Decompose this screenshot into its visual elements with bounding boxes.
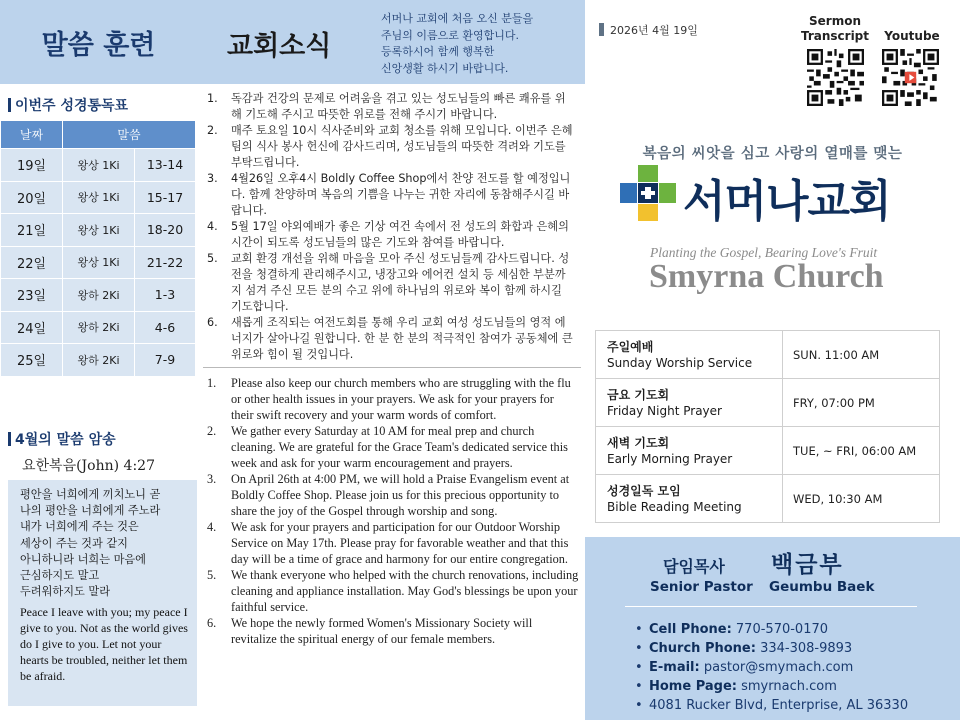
- item-text: We thank everyone who helped with the church renovations, including cleaning and appliance installation. May God's blessings be upon your faithful service.: [231, 568, 579, 614]
- church-tagline-english: Planting the Gospel, Bearing Love's Fruit: [650, 245, 878, 260]
- youtube-qr-code-icon[interactable]: [882, 49, 939, 106]
- list-item: [207, 91, 575, 123]
- contact-church-phone[interactable]: • Church Phone: 334-308-9893: [635, 641, 853, 656]
- table-row: [1, 311, 196, 344]
- row-chapters: 18-20: [135, 214, 196, 247]
- memory-verse-title: 4월의 말씀 암송: [15, 432, 116, 448]
- memory-verse-reference: 요한복음(John) 4:27: [22, 458, 155, 474]
- date-text: 2026년 4월 19일: [610, 24, 698, 37]
- table-row: [1, 181, 196, 214]
- list-item: [207, 219, 575, 251]
- item-number: 1.: [207, 376, 217, 390]
- row-day: 22일: [1, 246, 63, 279]
- memory-verse-english: Peace I leave with you; my peace I give to you. Not as the world gives do I give to you. Let not your hearts be troubled, neither let them be afraid.: [20, 605, 188, 684]
- sermon-qr-code-icon[interactable]: [807, 49, 864, 106]
- pastor-name-english: Geumbu Baek: [769, 579, 875, 595]
- row-chapters: 7-9: [135, 344, 196, 377]
- row-book: 왕하 2Ki: [63, 311, 135, 344]
- row-day: 21일: [1, 214, 63, 247]
- service-name-english: Friday Night Prayer: [607, 403, 722, 418]
- service-time: SUN. 11:00 AM: [783, 331, 940, 379]
- item-number: 2.: [207, 124, 218, 137]
- table-row: [596, 379, 940, 427]
- item-number: 2.: [207, 424, 217, 438]
- list-item: [207, 471, 579, 519]
- item-number: 5.: [207, 568, 217, 582]
- reading-plan-heading: [8, 95, 128, 115]
- news-divider: [203, 367, 581, 368]
- list-item: [207, 315, 575, 363]
- contact-email[interactable]: • E-mail: pastor@smymach.com: [635, 660, 854, 675]
- item-number: 3.: [207, 172, 218, 185]
- bible-training-title: 말씀 훈련: [41, 29, 156, 61]
- church-tagline-korean: 복음의 씨앗을 심고 사랑의 열매를 맺는: [642, 145, 903, 162]
- item-text: 독감과 건강의 문제로 어려움을 겪고 있는 성도님들의 빠른 쾌유를 위해 기도해 주시고 따뜻한 위로를 전해 주시기 바랍니다.: [231, 92, 566, 121]
- church-news-title: 교회소식: [227, 31, 332, 62]
- church-news-header: [197, 0, 585, 84]
- contact-value: pastor@smymach.com: [699, 660, 854, 675]
- item-text: 매주 토요일 10시 식사준비와 교회 청소를 위해 모입니다. 이번주 은혜팀의 식사 봉사 헌신에 감사드리며, 성도님들의 따뜻한 격려와 기도를 부탁드립니다.: [231, 124, 573, 169]
- news-list-english: [207, 375, 579, 647]
- service-name-english: Bible Reading Meeting: [607, 499, 742, 514]
- reading-plan-table: [0, 120, 196, 377]
- contact-label: E-mail:: [649, 660, 700, 675]
- church-info-column: [585, 0, 960, 720]
- contact-list: [635, 620, 908, 715]
- item-text: 새롭게 조직되는 여전도회를 통해 우리 교회 여성 성도님들의 영적 에너지가 살아나길 원합니다. 한 분 한 분의 적극적인 참여가 공동체에 큰 위로와 힘이 될 것입니다.: [231, 316, 573, 361]
- list-item: [207, 123, 575, 171]
- contact-cell-phone[interactable]: • Cell Phone: 770-570-0170: [635, 622, 829, 637]
- row-book: 왕상 1Ki: [63, 214, 135, 247]
- youtube-qr-label: Youtube: [884, 29, 940, 43]
- row-chapters: 21-22: [135, 246, 196, 279]
- item-number: 4.: [207, 520, 217, 534]
- row-book: 왕상 1Ki: [63, 149, 135, 182]
- bible-training-header: [0, 0, 197, 84]
- list-item: [207, 251, 575, 315]
- item-text: We hope the newly formed Women's Missionary Society will revitalize the spiritual energy of our female members.: [231, 616, 533, 646]
- service-time: WED, 10:30 AM: [783, 475, 940, 523]
- pastor-title-korean: 담임목사: [663, 557, 725, 576]
- contact-value: 4081 Rucker Blvd, Enterprise, AL 36330: [649, 698, 909, 713]
- row-book: 왕상 1Ki: [63, 181, 135, 214]
- contact-home-page[interactable]: • Home Page: smyrnach.com: [635, 679, 837, 694]
- contact-value: 770-570-0170: [731, 622, 829, 637]
- item-text: We ask for your prayers and participation for our Outdoor Worship Service on May 17th. Please pray for favorable weather and that this day will be a time of grace and harmony for our entire congregation.: [231, 520, 569, 566]
- service-name: [596, 475, 783, 523]
- service-name: [596, 379, 783, 427]
- item-number: 6.: [207, 316, 218, 329]
- service-time: FRY, 07:00 PM: [783, 379, 940, 427]
- sermon-qr-label: Sermon Transcript: [800, 14, 870, 43]
- reading-table-header: [1, 121, 196, 149]
- item-number: 5.: [207, 252, 218, 265]
- item-number: 4.: [207, 220, 218, 233]
- table-row: [1, 246, 196, 279]
- service-name-english: Early Morning Prayer: [607, 451, 733, 466]
- church-name-korean: 서머나교회: [683, 176, 891, 227]
- item-number: 3.: [207, 472, 217, 486]
- service-name-korean: 성경일독 모임: [607, 483, 681, 498]
- item-number: 1.: [207, 92, 218, 105]
- row-day: 20일: [1, 181, 63, 214]
- service-name-english: Sunday Worship Service: [607, 355, 753, 370]
- list-item: [207, 519, 579, 567]
- table-row: [596, 427, 940, 475]
- pastor-divider: [625, 606, 917, 607]
- heading-bar: [8, 98, 11, 112]
- reading-plan-title: 이번주 성경통독표: [15, 98, 129, 114]
- row-day: 25일: [1, 344, 63, 377]
- table-row: [1, 279, 196, 312]
- item-text: Please also keep our church members who are struggling with the flu or other health issues in your prayers. We ask for your prayers for their swift recovery and your warm words of comfort.: [231, 376, 571, 422]
- table-row: [596, 475, 940, 523]
- church-news-column: [197, 0, 585, 720]
- heading-bar: [8, 432, 11, 446]
- service-schedule-table: [595, 330, 940, 523]
- bible-training-column: [0, 0, 197, 720]
- header-date: 날짜: [1, 121, 63, 149]
- row-chapters: 13-14: [135, 149, 196, 182]
- church-logo-icon: [620, 165, 676, 221]
- item-text: We gather every Saturday at 10 AM for meal prep and church cleaning. We are grateful for the Grace Team's dedicated service this week and ask for your warm encouragement and prayers.: [231, 424, 568, 470]
- pastor-contact-box: [585, 537, 960, 720]
- contact-value: smyrnach.com: [736, 679, 837, 694]
- welcome-message: 서머나 교회에 처음 오신 분들을 주님의 이름으로 환영합니다. 등록하시어 함께 행복한 신앙생활 하시기 바랍니다.: [381, 12, 534, 75]
- row-day: 24일: [1, 311, 63, 344]
- list-item: [207, 423, 579, 471]
- contact-address: • 4081 Rucker Blvd, Enterprise, AL 36330: [635, 698, 909, 713]
- bulletin-date: [599, 22, 698, 38]
- item-text: 5월 17일 야외예배가 좋은 기상 여건 속에서 전 성도의 화합과 은혜의 시간이 되도록 성도님들의 많은 기도와 참여를 바랍니다.: [231, 220, 569, 249]
- date-bar: [599, 23, 604, 36]
- list-item: [207, 615, 579, 647]
- row-chapters: 15-17: [135, 181, 196, 214]
- service-name-korean: 금요 기도회: [607, 387, 670, 402]
- list-item: [207, 375, 579, 423]
- memory-verse-heading: [8, 429, 116, 449]
- row-chapters: 1-3: [135, 279, 196, 312]
- contact-label: Cell Phone:: [649, 622, 732, 637]
- pastor-title-english: Senior Pastor: [650, 579, 753, 595]
- church-name-english: Smyrna Church: [649, 258, 884, 295]
- memory-verse-korean: 평안을 너희에게 끼치노니 곧 나의 평안을 너희에게 주노라 내가 너희에게 주는 것은 세상이 주는 것과 같지 아니하니라 너희는 마음에 근심하지도 말고 두려워하지도 말라: [20, 488, 161, 599]
- header-word: 말씀: [63, 121, 196, 149]
- table-row: [1, 344, 196, 377]
- service-name: [596, 427, 783, 475]
- contact-value: 334-308-9893: [755, 641, 853, 656]
- table-row: [1, 149, 196, 182]
- service-name-korean: 새벽 기도회: [607, 435, 670, 450]
- item-text: On April 26th at 4:00 PM, we will hold a Praise Evangelism event at Boldly Coffee Shop. Please join us for this precious opportunity to share the joy of the Gospel through worship and song.: [231, 472, 570, 518]
- news-list-korean: [207, 91, 575, 363]
- pastor-name-korean: 백금부: [771, 552, 844, 578]
- row-day: 19일: [1, 149, 63, 182]
- row-book: 왕하 2Ki: [63, 344, 135, 377]
- row-book: 왕하 2Ki: [63, 279, 135, 312]
- row-chapters: 4-6: [135, 311, 196, 344]
- item-text: 교회 환경 개선을 위해 마음을 모아 주신 성도님들께 감사드립니다. 성전을 청결하게 관리해주시고, 냉장고와 에어컨 설치 등 세심한 부분까지 섬겨 주신 모든 분의 수고 위에 하나님의 위로와 복이 함께 하시길 기도합니다.: [231, 252, 570, 313]
- list-item: [207, 567, 579, 615]
- memory-verse-box: [8, 480, 197, 706]
- table-row: [1, 214, 196, 247]
- table-row: [596, 331, 940, 379]
- service-name: [596, 331, 783, 379]
- row-book: 왕상 1Ki: [63, 246, 135, 279]
- service-name-korean: 주일예배: [607, 339, 654, 354]
- contact-label: Church Phone:: [649, 641, 756, 656]
- list-item: [207, 171, 575, 219]
- row-day: 23일: [1, 279, 63, 312]
- service-time: TUE, ~ FRI, 06:00 AM: [783, 427, 940, 475]
- item-text: 4월26일 오후4시 Boldly Coffee Shop에서 찬양 전도를 할 예정입니다. 함께 찬양하며 복음의 기쁨을 나누는 귀한 자리에 동참해주시길 바랍니다.: [231, 172, 571, 217]
- contact-label: Home Page:: [649, 679, 737, 694]
- item-number: 6.: [207, 616, 217, 630]
